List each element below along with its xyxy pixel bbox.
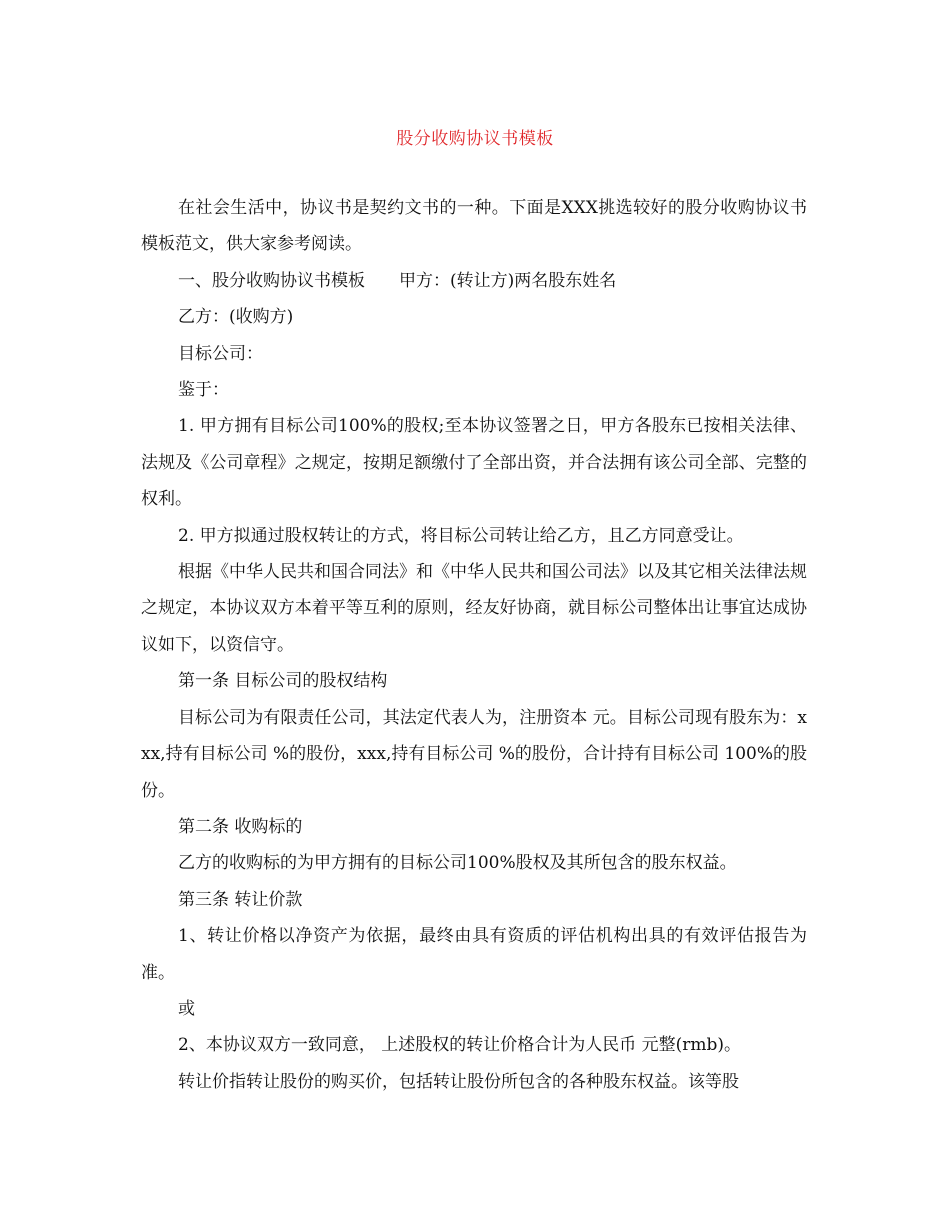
article-2-content: 乙方的收购标的为甲方拥有的目标公司100%股权及其所包含的股东权益。 xyxy=(178,853,737,874)
paragraph-party-b: 乙方：(收购方) xyxy=(178,307,294,328)
paragraph-template-party-a: 一、股分收购协议书模板 甲方：(转让方)两名股东姓名 xyxy=(178,270,617,291)
paragraph-legal-basis: 根据《中华人民共和国合同法》和《中华人民共和国公司法》以及其它相关法律法规之规定，本协议双方本着平等互利的原则，经友好协商，就目标公司整体出让事宜达成协议如下，以资信守。 xyxy=(141,562,807,655)
article-3-price-definition: 转让价指转让股份的购买价，包括转让股份所包含的各种股东权益。该等股 xyxy=(178,1071,739,1092)
document-body xyxy=(141,190,807,1100)
article-3-heading: 第三条 转让价款 xyxy=(178,889,303,910)
paragraph-intro: 在社会生活中，协议书是契约文书的一种。下面是XXX挑选较好的股分收购协议书模板范文，供大家参考阅读。 xyxy=(141,198,807,255)
article-2-heading: 第二条 收购标的 xyxy=(178,816,303,837)
document-title: 股分收购协议书模板 xyxy=(396,129,554,149)
paragraph-target-company: 目标公司： xyxy=(178,343,263,364)
article-3-clause-1: 1、转让价格以净资产为依据，最终由具有资质的评估机构出具的有效评估报告为准。 xyxy=(141,926,807,983)
article-3-clause-2: 2、本协议双方一致同意， 上述股权的转让价格合计为人民币 元整(rmb)。 xyxy=(178,1035,742,1056)
paragraph-whereas-2: 2. 甲方拟通过股权转让的方式，将目标公司转让给乙方，且乙方同意受让。 xyxy=(178,525,744,546)
article-3-or: 或 xyxy=(178,998,195,1019)
article-1-heading: 第一条 目标公司的股权结构 xyxy=(178,671,388,692)
paragraph-whereas: 鉴于： xyxy=(178,380,229,401)
article-1-content: 目标公司为有限责任公司，其法定代表人为，注册资本 元。目标公司现有股东为：xxx,持有目标公司 %的股份，xxx,持有目标公司 %的股份，合计持有目标公司 100%的股份。 xyxy=(141,707,807,801)
paragraph-whereas-1: 1. 甲方拥有目标公司100%的股权;至本协议签署之日，甲方各股东已按相关法律、法规及《公司章程》之规定，按期足额缴付了全部出资，并合法拥有该公司全部、完整的权利。 xyxy=(141,416,807,510)
